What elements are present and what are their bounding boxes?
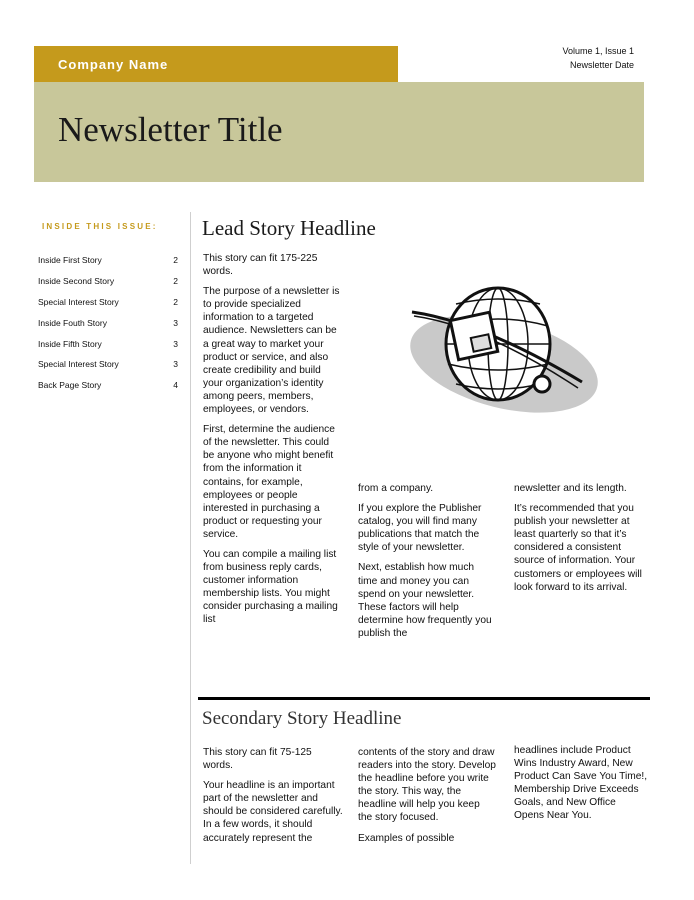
toc-item[interactable] <box>38 312 178 333</box>
toc-page: 4 <box>173 380 178 391</box>
paragraph: from a company. <box>358 483 434 494</box>
secondary-column-3 <box>514 744 648 830</box>
paragraph: The purpose of a newsletter is to provide specialized information to a targeted audience. Newsletters can be a great way to market your product or service, and also create credibility and build your organization’s identity among peers, members, employees, or vendors. <box>203 286 340 416</box>
toc-page: 2 <box>173 276 178 287</box>
toc-label: Special Interest Story <box>38 296 119 307</box>
paragraph: If you explore the Publisher catalog, you will find many publications that match the style of your newsletter. <box>358 503 482 554</box>
toc-label: Inside Second Story <box>38 276 115 287</box>
title-band <box>34 82 644 182</box>
toc-page: 2 <box>173 296 178 307</box>
section-divider <box>198 697 650 700</box>
paragraph: This story can fit 175-225 words. <box>203 253 318 278</box>
lead-story-headline: Lead Story Headline <box>202 216 376 240</box>
lead-column-2 <box>358 482 496 647</box>
secondary-column-2 <box>358 746 496 852</box>
toc-item[interactable] <box>38 333 178 354</box>
toc-item[interactable] <box>38 375 178 396</box>
paragraph: Your headline is an important part of the newsletter and should be considered carefully. In a few words, it should accurately represent the <box>203 780 343 844</box>
toc-label: Special Interest Story <box>38 359 119 370</box>
paragraph: You can compile a mailing list from business reply cards, customer information membership lists. You might consider purchasing a mailing list <box>203 548 338 626</box>
paragraph: newsletter and its length. <box>514 483 627 494</box>
paragraph: headlines include Product Wins Industry Award, New Product Can Save You Time!, Membership Drive Exceeds Goals, and New Office Opens Near You. <box>514 745 648 822</box>
table-of-contents <box>38 250 178 396</box>
secondary-story-headline: Secondary Story Headline <box>202 708 402 729</box>
newsletter-title: Newsletter Title <box>58 110 283 149</box>
issue-info <box>434 44 634 72</box>
toc-item[interactable] <box>38 250 178 271</box>
paragraph: This story can fit 75-125 words. <box>203 747 312 772</box>
toc-item[interactable] <box>38 354 178 375</box>
toc-label: Back Page Story <box>38 380 102 391</box>
toc-label: Inside Fouth Story <box>38 317 107 328</box>
paragraph: First, determine the audience of the newsletter. This could be anyone who might benefit from the information it contains, for example, employees or people interested in purchasing a product or requesting your service. <box>203 424 335 540</box>
newsletter-date: Newsletter Date <box>569 60 634 70</box>
toc-page: 2 <box>173 255 178 266</box>
paragraph: It’s recommended that you publish your newsletter at least quarterly so that it’s considered a consistent source of information. Your customers or employees will look forward to its arrival. <box>514 503 642 593</box>
volume-issue: Volume 1, Issue 1 <box>562 46 634 56</box>
paragraph: Examples of possible <box>358 832 455 844</box>
toc-page: 3 <box>173 317 178 328</box>
lead-column-1 <box>203 252 343 634</box>
toc-page: 3 <box>173 359 178 370</box>
company-name: Company Name <box>58 57 169 72</box>
inside-this-issue-heading: INSIDE THIS ISSUE: <box>42 222 158 231</box>
toc-page: 3 <box>173 338 178 349</box>
toc-label: Inside Fifth Story <box>38 338 102 349</box>
toc-item[interactable] <box>38 292 178 313</box>
company-name-bar <box>34 46 398 82</box>
paragraph: Next, establish how much time and money you can spend on your newsletter. These factors will help determine how frequently you publish the <box>358 562 492 639</box>
secondary-column-1 <box>203 746 343 852</box>
paragraph: contents of the story and draw readers into the story. Develop the headline before you write the story. This way, the headline will help you keep the story focused. <box>358 747 496 824</box>
toc-label: Inside First Story <box>38 255 102 266</box>
lead-column-3 <box>514 482 648 601</box>
globe-clipart-icon <box>392 272 608 428</box>
sidebar-divider <box>190 212 191 864</box>
toc-item[interactable] <box>38 271 178 292</box>
